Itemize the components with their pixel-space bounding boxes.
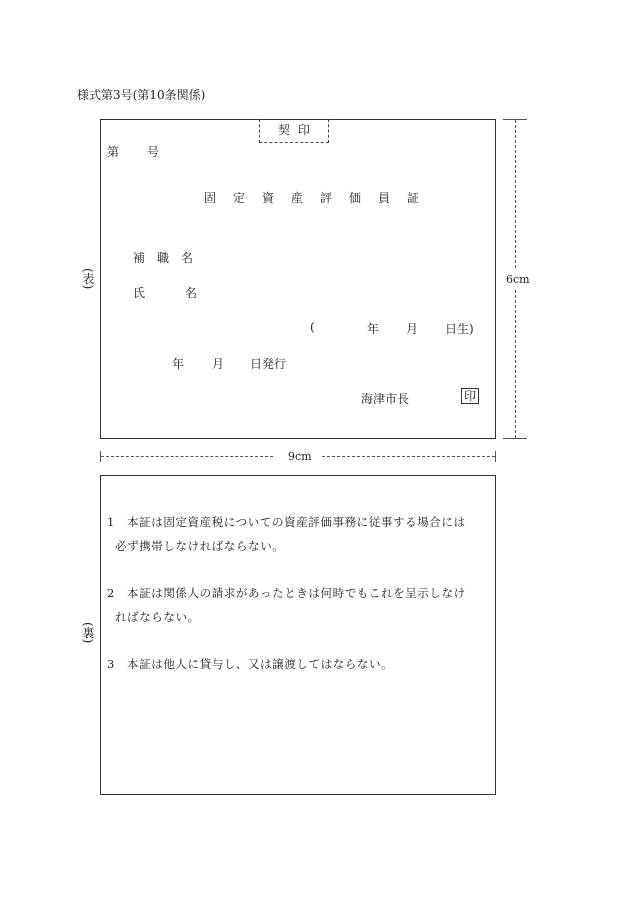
issue-day: 日発行 [250,357,287,371]
birth-month: 月 [406,322,419,336]
back-side-label: (裏) [81,622,95,644]
issue-year: 年 [172,357,185,371]
height-dimension-bottom-tick [503,438,527,439]
back-item-2-line-1: 2 本証は関係人の請求があったときは何時でもこれを呈示しなけ [107,586,466,600]
issuer-name: 海津市長 [361,392,410,406]
width-dimension-line-right [322,456,495,457]
form-title: 様式第3号(第10条関係) [77,88,206,102]
job-title-label: 補職名 [133,251,206,265]
card-title: 固定資産評価員証 [204,191,437,205]
front-card [100,119,496,439]
seal-box: 契印 [259,119,329,143]
back-card [100,475,496,795]
back-item-3-line-1: 3 本証は他人に貸与し、又は譲渡してはならない。 [107,657,394,671]
width-dimension-label: 9cm [288,450,312,463]
height-dimension-line-upper [515,120,516,268]
number-suffix: 号 [147,145,160,159]
birth-year: 年 [367,322,380,336]
number-prefix: 第 [107,145,120,159]
back-item-2-line-2: ればならない。 [115,610,200,624]
width-dimension-right-tick [495,451,496,462]
birth-open-paren: ( [310,320,315,334]
name-label: 氏 名 [133,286,212,300]
height-dimension-line-lower [515,290,516,438]
width-dimension-line-left [101,456,273,457]
front-side-label: (表) [81,268,95,290]
birth-day: 日生) [445,322,474,336]
seal-stamp [461,388,479,404]
height-dimension-label: 6cm [506,273,530,286]
seal-stamp-mark: 印 [461,388,479,404]
back-item-1-line-2: 必ず携帯しなければならない。 [115,539,285,553]
back-item-1-line-1: 1 本証は固定資産税についての資産評価事務に従事する場合には [107,515,466,529]
issue-month: 月 [212,357,225,371]
